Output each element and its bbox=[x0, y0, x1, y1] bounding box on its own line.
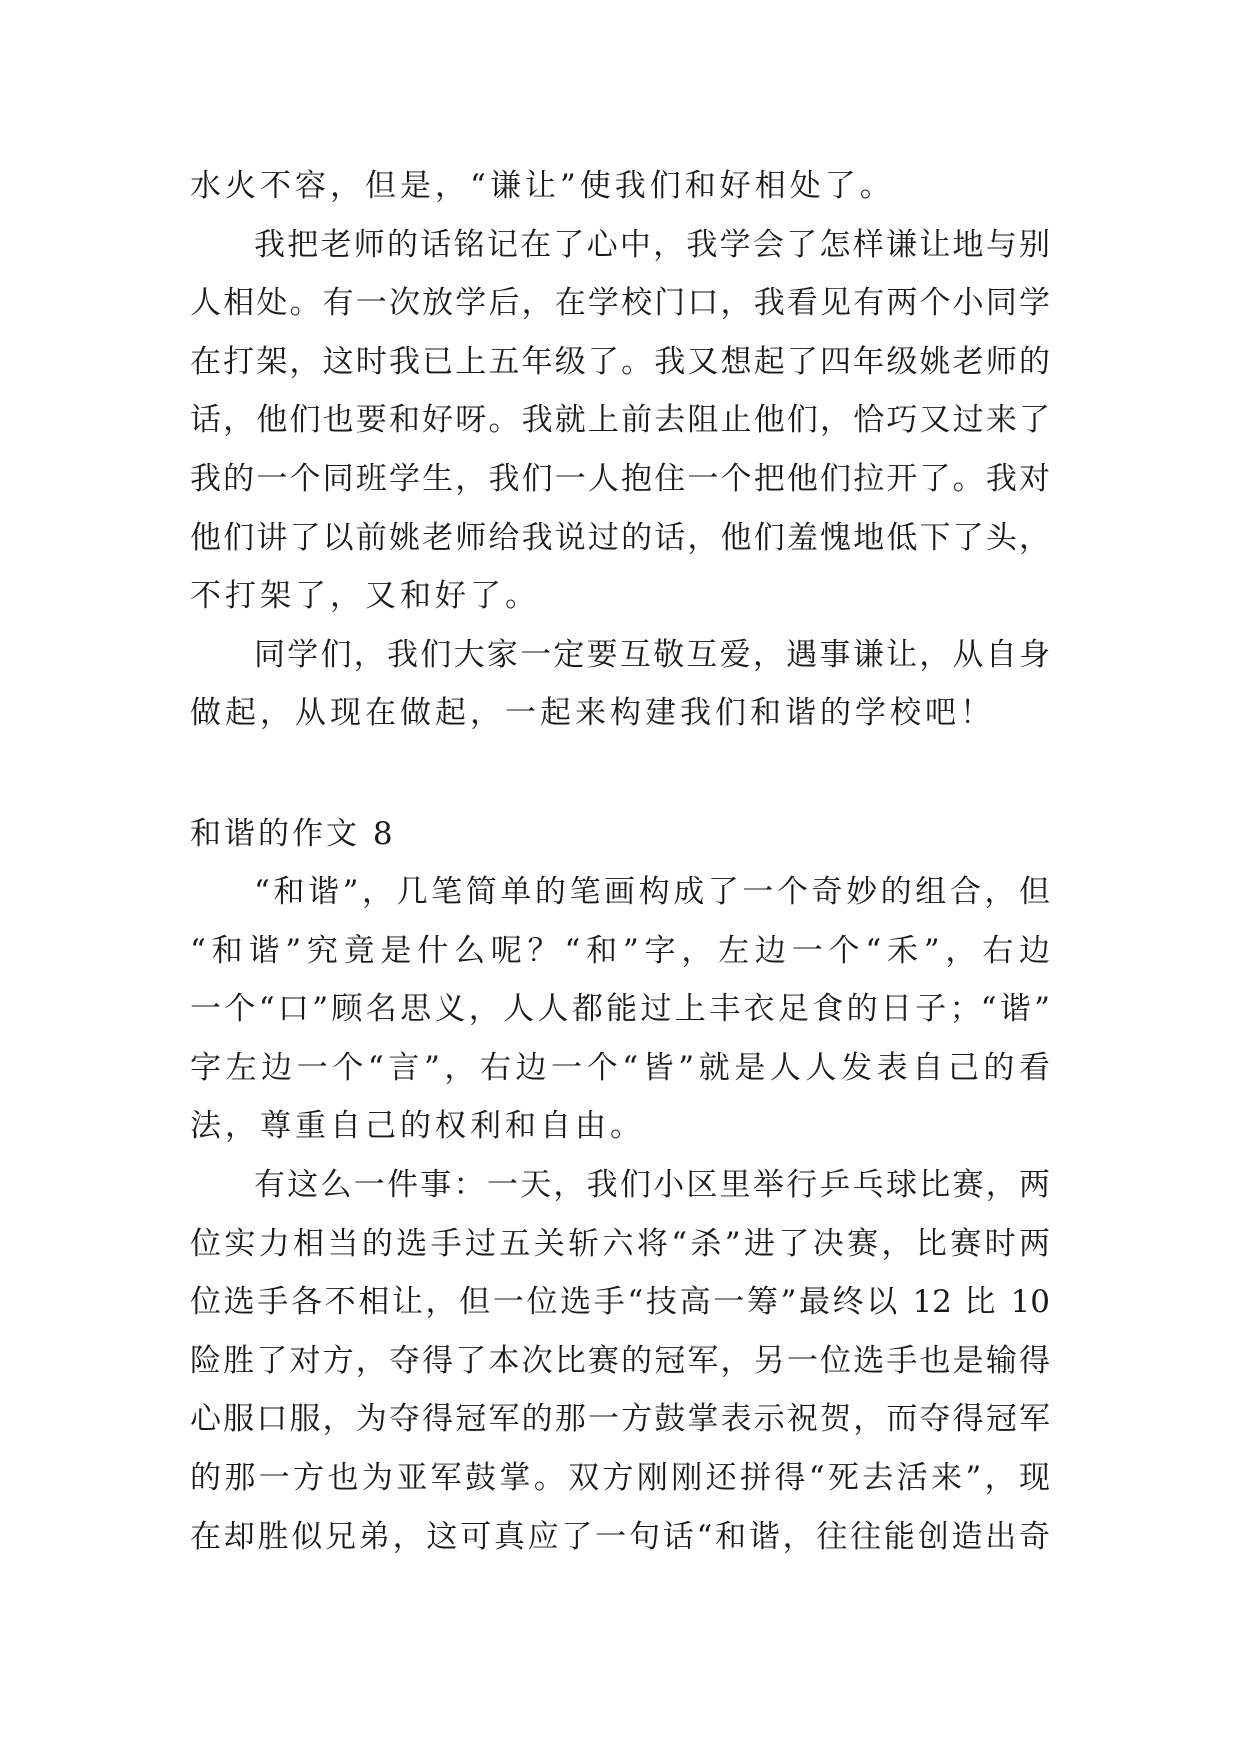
paragraph-line: 话，他们也要和好呀。我就上前去阻止他们，恰巧又过来了 bbox=[190, 402, 1050, 439]
paragraph-line: 我的一个同班学生，我们一人抱住一个把他们拉开了。我对 bbox=[190, 460, 1050, 497]
paragraph-line: 一个“口”顾名思义，人人都能过上丰衣足食的日子；“谐” bbox=[190, 991, 1050, 1028]
essay-section-8 bbox=[190, 863, 1050, 1566]
paragraph-line: 在打架，这时我已上五年级了。我又想起了四年级姚老师的 bbox=[190, 343, 1050, 380]
paragraph-line: 字左边一个“言”，右边一个“皆”就是人人发表自己的看 bbox=[190, 1049, 1050, 1086]
paragraph-line: 水火不容，但是，“谦让”使我们和好相处了。 bbox=[190, 168, 895, 204]
paragraph-line: “和谐”究竟是什么呢？“和”字，左边一个“禾”，右边 bbox=[190, 932, 1050, 969]
paragraph-line: 心服口服，为夺得冠军的那一方鼓掌表示祝贺，而夺得冠军 bbox=[190, 1401, 1050, 1438]
paragraph-line: “和谐”，几笔简单的笔画构成了一个奇妙的组合，但 bbox=[254, 874, 1050, 910]
paragraph-line: 位选手各不相让，但一位选手“技高一筹”最终以 12 比 10 bbox=[190, 1284, 1050, 1321]
paragraph-line: 不打架了，又和好了。 bbox=[190, 578, 540, 615]
essay-section-7-ending bbox=[190, 157, 1050, 743]
paragraph-line: 做起，从现在做起，一起来构建我们和谐的学校吧！ bbox=[190, 695, 995, 732]
paragraph-line: 我把老师的话铭记在了心中，我学会了怎样谦让地与别 bbox=[254, 226, 1050, 263]
paragraph-line: 人相处。有一次放学后，在学校门口，我看见有两个小同学 bbox=[190, 285, 1050, 322]
paragraph-line: 他们讲了以前姚老师给我说过的话，他们羞愧地低下了头， bbox=[190, 519, 1050, 556]
paragraph-line: 在却胜似兄弟，这可真应了一句话“和谐，往往能创造出奇 bbox=[190, 1518, 1050, 1555]
paragraph-line: 有这么一件事：一天，我们小区里举行乒乓球比赛，两 bbox=[254, 1166, 1050, 1203]
paragraph-line: 险胜了对方，夺得了本次比赛的冠军，另一位选手也是输得 bbox=[190, 1342, 1050, 1379]
paragraph-line: 同学们，我们大家一定要互敬互爱，遇事谦让，从自身 bbox=[254, 636, 1050, 673]
paragraph-line: 法，尊重自己的权利和自由。 bbox=[190, 1108, 645, 1145]
paragraph-line: 位实力相当的选手过五关斩六将“杀”进了决赛，比赛时两 bbox=[190, 1225, 1050, 1262]
paragraph-line: 的那一方也为亚军鼓掌。双方刚刚还拼得“死去活来”，现 bbox=[190, 1459, 1050, 1496]
essay-heading: 和谐的作文 8 bbox=[190, 816, 396, 852]
